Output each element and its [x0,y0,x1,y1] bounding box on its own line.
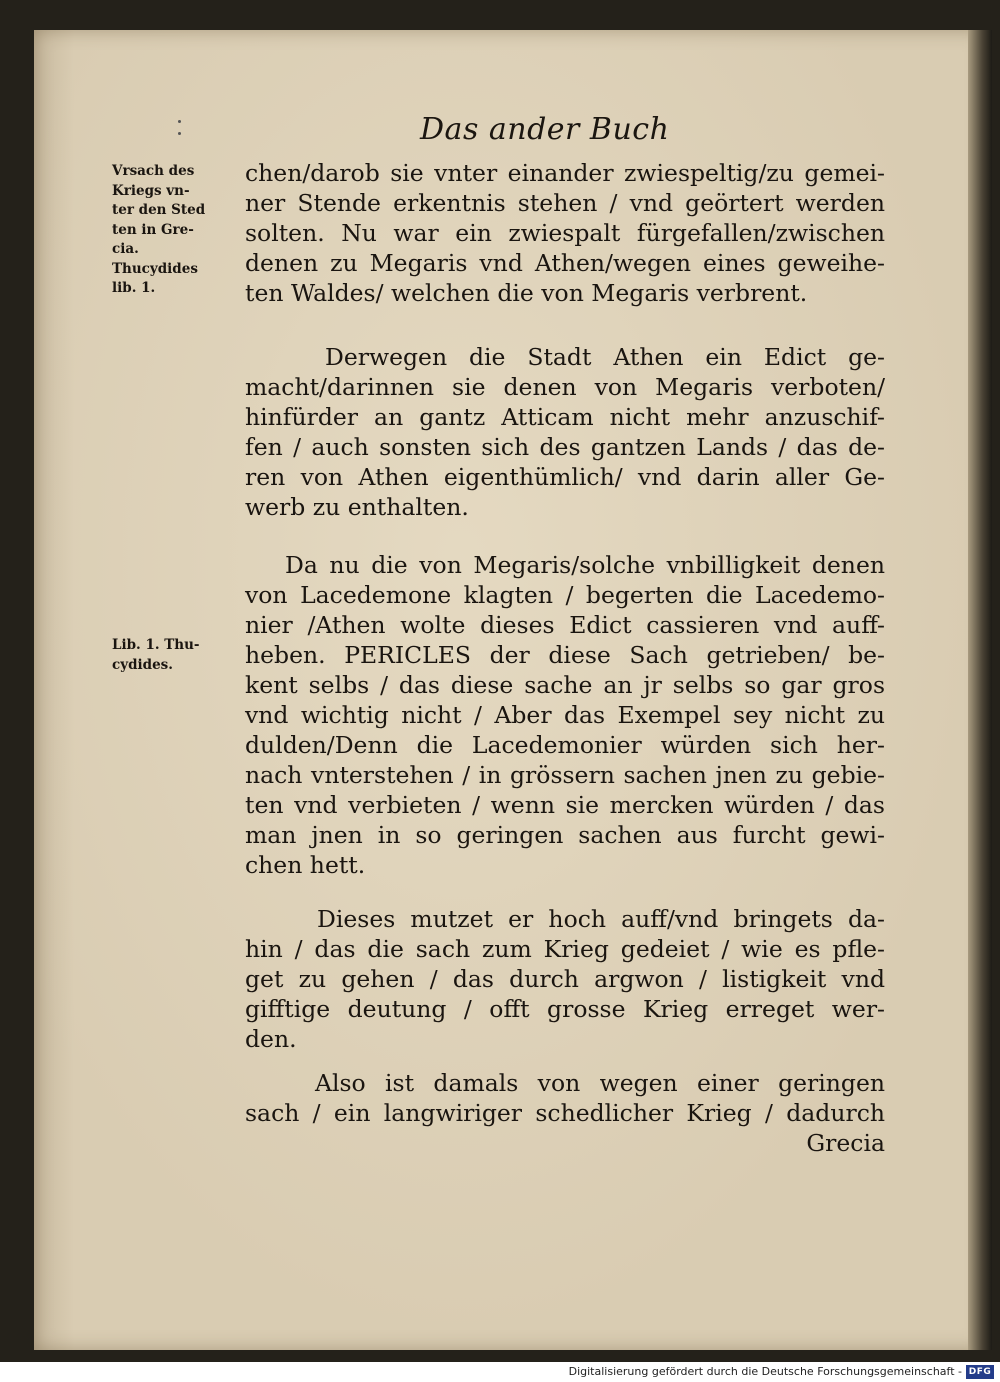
text-line: macht/darinnen sie denen von Megaris verboten/ [245,373,885,401]
text-line: chen/darob sie vnter einander zwiespeltig/zu gemei- [245,159,885,187]
dfg-logo-icon: DFG [966,1365,994,1379]
text-line: Dieses mutzet er hoch auff/vnd bringets da- [317,905,885,933]
marginal-line: ter den Sted [112,202,206,218]
text-line: ren von Athen eigenthümlich/ vnd darin aller Ge- [245,463,885,491]
catchword: Grecia [806,1129,885,1157]
text-line: ten Waldes/ welchen die von Megaris verbrent. [245,279,808,307]
text-line: vnd wichtig nicht / Aber das Exempel sey nicht zu [245,701,885,729]
marginal-line: cydides. [112,656,173,673]
paragraph-5 [245,1068,885,1158]
text-line: man jnen in so geringen sachen aus furcht gewi- [245,821,885,849]
text-line: denen zu Megaris vnd Athen/wegen eines geweihe- [245,249,885,277]
paragraph-1 [245,158,885,308]
text-line: nier /Athen wolte dieses Edict cassieren vnd auff- [245,611,885,639]
text-line: werb zu enthalten. [245,493,469,521]
text-line: von Lacedemone klagten / begerten die Lacedemo- [245,581,885,609]
text-line: nach vnterstehen / in grössern sachen jnen zu gebie- [245,761,885,789]
running-head: Das ander Buch [420,112,670,147]
text-line: Da nu die von Megaris/solche vnbilligkeit denen [285,551,885,579]
text-line: hin / das die sach zum Krieg gedeiet / wie es pfle- [245,935,885,963]
text-line: ten vnd verbieten / wenn sie mercken würden / das [245,791,885,819]
text-line: heben. PERICLES der diese Sach getrieben/ be- [245,641,885,669]
marginal-line: Kriegs vn- [112,182,190,199]
paper-speck [178,132,181,135]
text-line: Derwegen die Stadt Athen ein Edict ge- [325,343,885,371]
marginal-note-2 [112,636,240,675]
paper-speck [178,120,181,123]
text-line: dulden/Denn die Lacedemonier würden sich her- [245,731,885,759]
text-line: kent selbs / das diese sache an jr selbs so gar gros [245,671,885,699]
text-line: ner Stende erkentnis stehen / vnd geörtert werden [245,189,885,217]
text-line: solten. Nu war ein zwiespalt fürgefallen/zwischen [245,219,885,247]
text-line: hinfürder an gantz Atticam nicht mehr anzuschif- [245,403,885,431]
text-line: Also ist damals von wegen einer geringen [315,1069,885,1097]
paragraph-4 [245,904,885,1054]
text-line: sach / ein langwiriger schedlicher Krieg / dadurch [245,1099,885,1127]
text-line: chen hett. [245,851,366,879]
funding-credit: Digitalisierung gefördert durch die Deutsche Forschungsgemeinschaft - [568,1365,962,1378]
paragraph-3 [245,550,885,880]
paragraph-2 [245,342,885,522]
text-line: fen / auch sonsten sich des gantzen Lands / das de- [245,433,885,461]
marginal-line: ten in Gre- [112,221,194,238]
marginal-line: cia. [112,241,139,257]
marginal-line: Lib. 1. Thu- [112,637,200,653]
text-line: gifftige deutung / offt grosse Krieg erreget wer- [245,995,885,1023]
text-line: den. [245,1025,297,1053]
page-edge-shadow [968,30,992,1350]
text-line: get zu gehen / das durch argwon / listigkeit vnd [245,965,885,993]
marginal-note-1 [112,162,240,299]
marginal-line: Vrsach des [112,163,195,179]
footer-bar [0,1362,1000,1382]
marginal-line: Thucydides [112,260,198,277]
marginal-line: lib. 1. [112,280,156,296]
